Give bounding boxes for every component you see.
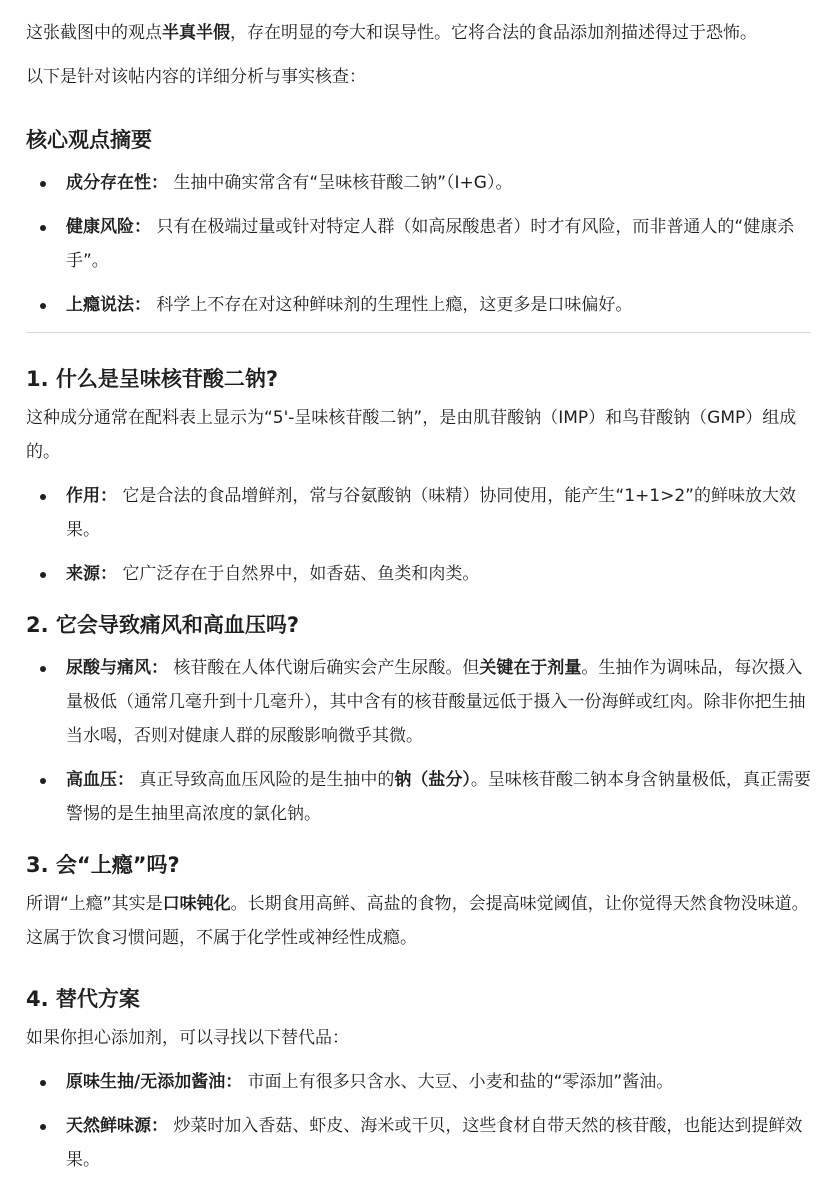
section-4-paragraph: 如果你担心添加剂，可以寻找以下替代品： (26, 1028, 349, 1048)
item-label: 原味生抽/无添加酱油： (66, 1072, 243, 1092)
section-2-list (26, 651, 811, 831)
item-text: 真正导致高血压风险的是生抽中的 (134, 770, 395, 790)
item-emphasis: 钠（盐分） (394, 770, 471, 790)
item-label: 健康风险： (66, 217, 151, 237)
item-label: 高血压： (66, 770, 134, 790)
intro-emphasis: 半真半假 (162, 23, 230, 43)
list-item (66, 557, 811, 591)
summary-heading: 核心观点摘要 (26, 128, 152, 152)
section-2-heading: 2. 它会导致痛风和高血压吗? (26, 613, 300, 637)
intro-text: 这张截图中的观点 (26, 23, 162, 43)
list-item (66, 166, 811, 200)
item-text: 生抽中确实常含有“呈味核苷酸二钠”（I+G）。 (168, 173, 513, 193)
summary-list (26, 166, 811, 322)
divider (26, 332, 811, 333)
item-text: 核苷酸在人体代谢后确实会产生尿酸。但 (168, 658, 480, 678)
item-text: 炒菜时加入香菇、虾皮、海米或干贝，这些食材自带天然的核苷酸，也能达到提鲜效果。 (66, 1116, 803, 1170)
list-item (66, 1109, 811, 1177)
paragraph-text: 。长期食用高鲜、高盐的食物，会提高味觉阈值，让你觉得天然食物没味道。这属于饮食习惯问题，不属于化学性或神经性成瘾。 (26, 894, 809, 948)
list-item (66, 210, 811, 278)
section-3-heading: 3. 会“上瘾”吗? (26, 853, 180, 877)
item-text: 市面上有很多只含水、大豆、小麦和盐的“零添加”酱油。 (242, 1072, 674, 1092)
list-item (66, 651, 811, 753)
item-text: 科学上不存在对这种鲜味剂的生理性上瘾，这更多是口味偏好。 (151, 295, 633, 315)
item-label: 成分存在性： (66, 173, 168, 193)
list-item (66, 763, 811, 831)
paragraph-emphasis: 口味钝化 (162, 894, 231, 914)
section-1-paragraph: 这种成分通常在配料表上显示为“5'-呈味核苷酸二钠”，是由肌苷酸钠（IMP）和鸟苷酸钠（GMP）组成的。 (26, 408, 797, 462)
section-1-list (26, 479, 811, 591)
item-text: 。呈味核苷酸二钠本身含钠量极低，真正需要警惕的是生抽里高浓度的氯化钠。 (66, 770, 811, 824)
intro-paragraph-2: 以下是针对该帖内容的详细分析与事实核查： (26, 67, 366, 87)
paragraph-text: 所谓“上瘾”其实是 (26, 894, 163, 914)
item-text: 它广泛存在于自然界中，如香菇、鱼类和肉类。 (117, 564, 480, 584)
intro-paragraph (26, 16, 811, 50)
section-1-heading: 1. 什么是呈味核苷酸二钠? (26, 367, 279, 391)
list-item (66, 288, 811, 322)
item-text: 。生抽作为调味品，每次摄入量极低（通常几毫升到十几毫升），其中含有的核苷酸量远低于摄入一份海鲜或红肉。除非你把生抽当水喝，否则对健康人群的尿酸影响微乎其微。 (66, 658, 806, 746)
section-4-heading: 4. 替代方案 (26, 987, 140, 1011)
item-label: 作用： (66, 486, 117, 506)
item-text: 只有在极端过量或针对特定人群（如高尿酸患者）时才有风险，而非普通人的“健康杀手”。 (66, 217, 795, 271)
section-4-list (26, 1065, 811, 1177)
section-3-paragraph (26, 887, 811, 955)
intro-text: ，存在明显的夸大和误导性。它将合法的食品添加剂描述得过于恐怖。 (230, 23, 757, 43)
item-emphasis: 关键在于剂量 (479, 658, 582, 678)
item-label: 上瘾说法： (66, 295, 151, 315)
list-item (66, 479, 811, 547)
item-label: 尿酸与痛风： (66, 658, 168, 678)
item-label: 天然鲜味源： (66, 1116, 168, 1136)
list-item (66, 1065, 811, 1099)
item-text: 它是合法的食品增鲜剂，常与谷氨酸钠（味精）协同使用，能产生“1+1>2”的鲜味放大效果。 (66, 486, 796, 540)
item-label: 来源： (66, 564, 117, 584)
